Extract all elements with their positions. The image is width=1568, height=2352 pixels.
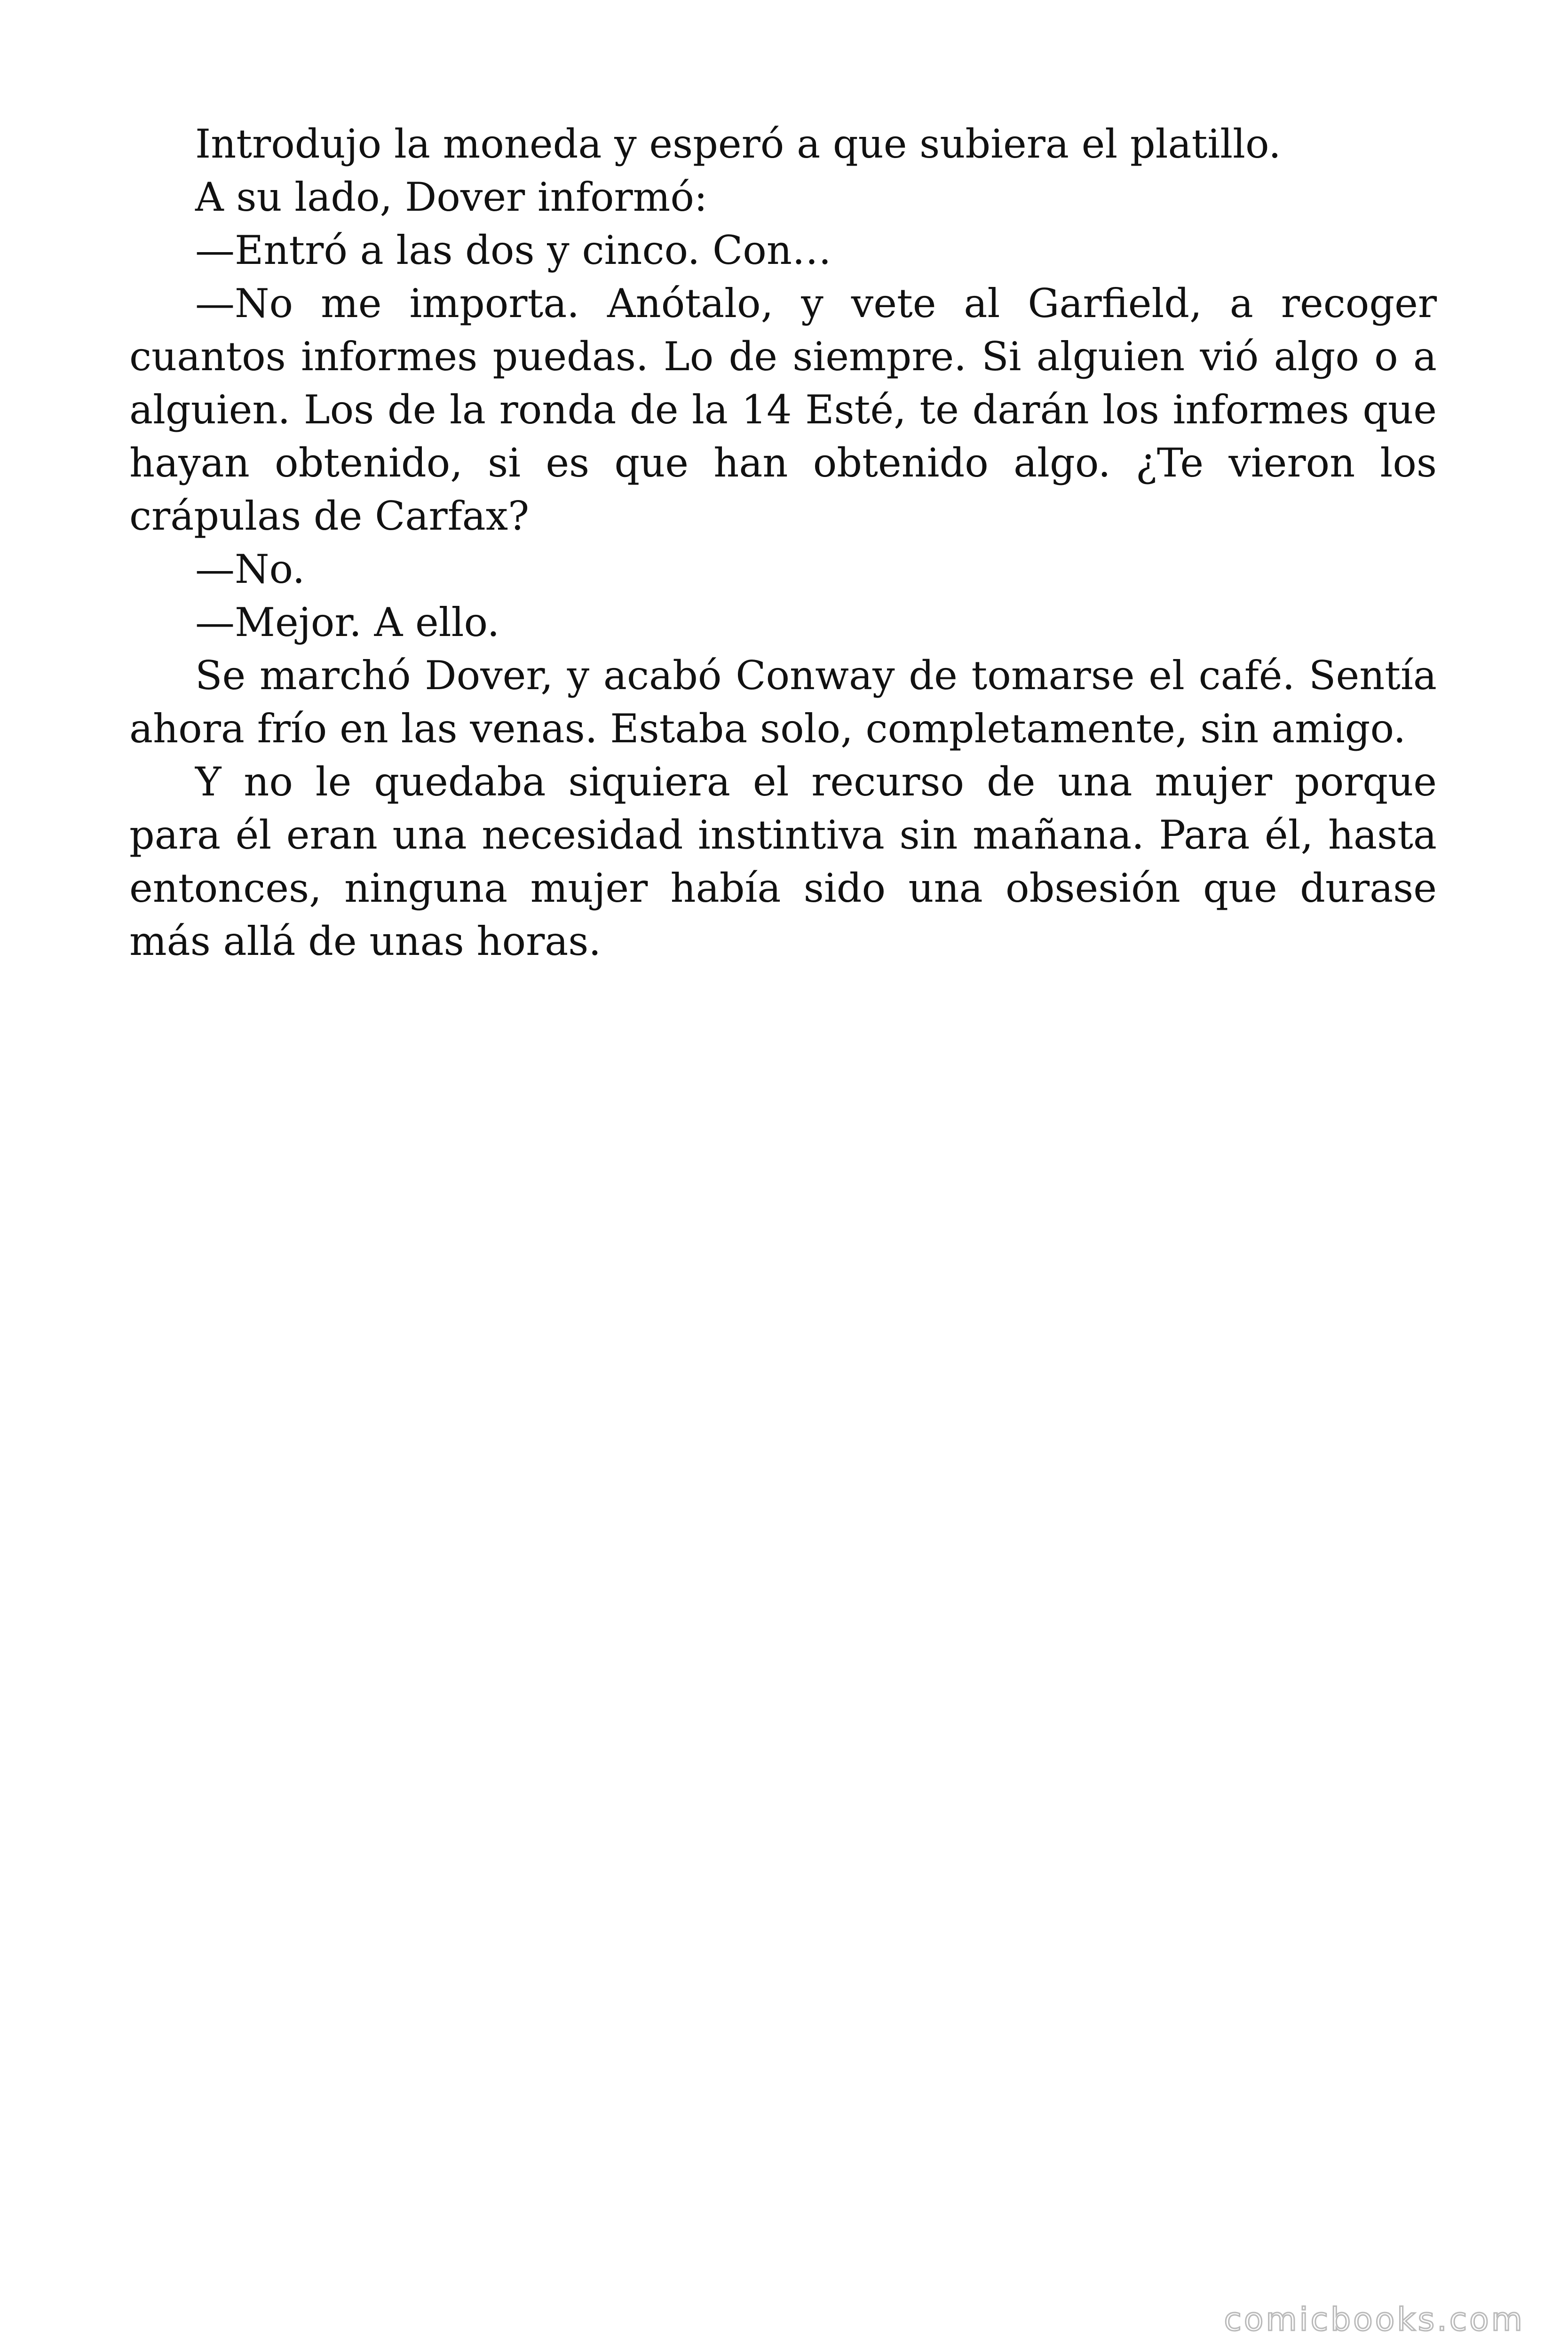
paragraph-7: Se marchó Dover, y acabó Conway de tomarse el café. Sentía ahora frío en las venas. Estaba solo, completamente, sin amigo.: [129, 652, 1437, 752]
paragraph-6: —Mejor. A ello.: [195, 599, 500, 645]
paragraph-5: —No.: [195, 546, 305, 592]
paragraph-4: —No me importa. Anótalo, y vete al Garfield, a recoger cuantos informes puedas. Lo de siempre. Si alguien vió algo o a alguien. Los de la ronda de la 14 Esté, te darán los informes que hayan obtenido, si es que han obtenido algo. ¿Te vieron los crápulas de Carfax?: [129, 280, 1437, 539]
paragraph-3: —Entró a las dos y cinco. Con…: [195, 227, 832, 273]
paragraph-2: A su lado, Dover informó:: [195, 174, 708, 220]
body-text: [129, 118, 1437, 968]
watermark: comicbooks.com: [1224, 2301, 1525, 2338]
paragraph-1: Introdujo la moneda y esperó a que subiera el platillo.: [195, 121, 1281, 167]
paragraph-8: Y no le quedaba siquiera el recurso de una mujer porque para él eran una necesidad instintiva sin mañana. Para él, hasta entonces, ninguna mujer había sido una obsesión que durase más allá de unas horas.: [129, 759, 1437, 964]
